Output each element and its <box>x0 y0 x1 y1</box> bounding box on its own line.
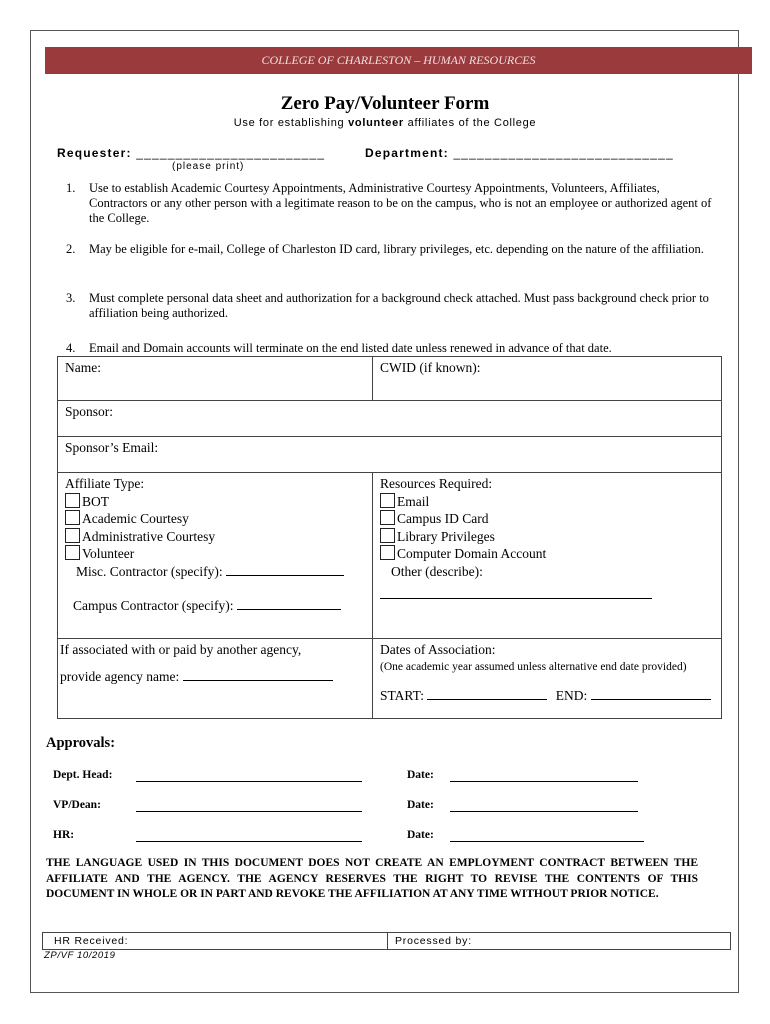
instruction-item: 1. Use to establish Academic Courtesy Appointments, Administrative Courtesy Appointments, Volunteers, Affiliates, Contractors or any other person with a legitimate reason to be on the campus, who is not an employee or authorized agent of the College. <box>66 181 712 225</box>
agency-cell[interactable] <box>58 639 373 719</box>
date-line[interactable] <box>450 829 644 842</box>
requester-label: Requester: <box>57 146 132 160</box>
misc-contractor-field[interactable]: Misc. Contractor (specify): <box>76 563 365 581</box>
date-line[interactable] <box>450 799 638 812</box>
approval-label: Dept. Head: <box>53 769 113 781</box>
resource-option-library[interactable]: Library Privileges <box>380 528 714 546</box>
date-line[interactable] <box>450 769 638 782</box>
agency-line1: If associated with or paid by another agency, <box>60 642 302 657</box>
dates-label: Dates of Association: <box>380 642 496 657</box>
checkbox[interactable] <box>380 545 395 560</box>
sponsor-label: Sponsor: <box>65 404 114 419</box>
approval-label: VP/Dean: <box>53 799 101 811</box>
department-blank: ____________________________ <box>453 146 674 160</box>
affiliate-type-cell <box>58 473 373 639</box>
dates-cell <box>373 639 722 719</box>
checkbox[interactable] <box>65 528 80 543</box>
requester-field[interactable] <box>57 146 325 160</box>
resource-option-domain[interactable]: Computer Domain Account <box>380 545 714 563</box>
affiliate-info-table <box>57 356 722 719</box>
agency-line2: provide agency name: <box>60 668 365 685</box>
department-label: Department: <box>365 146 449 160</box>
affiliate-type-label: Affiliate Type: <box>65 476 145 491</box>
checkbox[interactable] <box>65 493 80 508</box>
dates-note: (One academic year assumed unless alternative end date provided) <box>380 661 687 673</box>
affiliate-option-academic[interactable]: Academic Courtesy <box>65 510 365 528</box>
instruction-item: 3. Must complete personal data sheet and authorization for a background check attached. Must pass background check prior to affiliation being authorized. <box>66 291 709 320</box>
resources-cell <box>373 473 722 639</box>
affiliate-option-bot[interactable]: BOT <box>65 493 365 511</box>
campus-contractor-field[interactable]: Campus Contractor (specify): <box>73 597 365 615</box>
approvals-title: Approvals: <box>46 735 116 751</box>
footer-divider <box>387 933 388 949</box>
checkbox[interactable] <box>380 528 395 543</box>
checkbox[interactable] <box>380 493 395 508</box>
other-field[interactable]: Other (describe): <box>391 563 483 579</box>
checkbox[interactable] <box>380 510 395 525</box>
name-label: Name: <box>65 360 101 375</box>
office-use-box <box>42 932 731 950</box>
form-subtitle: Use for establishing volunteer affiliates of the College <box>233 117 537 129</box>
sponsor-email-label: Sponsor’s Email: <box>65 440 159 455</box>
approval-signature-line[interactable] <box>136 799 362 812</box>
approval-label: HR: <box>53 829 75 841</box>
name-cell[interactable] <box>58 357 373 401</box>
sponsor-cell[interactable] <box>58 401 722 437</box>
cwid-cell[interactable] <box>373 357 722 401</box>
form-code: ZP/VF 10/2019 <box>44 950 116 961</box>
other-blank[interactable] <box>380 586 714 604</box>
header-banner: COLLEGE OF CHARLESTON – HUMAN RESOURCES <box>45 47 752 74</box>
instruction-item: 2. May be eligible for e-mail, College of Charleston ID card, library privileges, etc. depending on the nature of the affiliation. <box>66 242 704 256</box>
date-label: Date: <box>407 829 434 841</box>
date-label: Date: <box>407 769 434 781</box>
approval-signature-line[interactable] <box>136 769 362 782</box>
hr-received-label: HR Received: <box>54 935 129 947</box>
instruction-item: 4. Email and Domain accounts will terminate on the end listed date unless renewed in advance of that date. <box>66 341 612 355</box>
sponsor-email-cell[interactable] <box>58 437 722 473</box>
disclaimer: THE LANGUAGE USED IN THIS DOCUMENT DOES NOT CREATE AN EMPLOYMENT CONTRACT BETWEEN THE AFFILIATE AND THE AGENCY. THE AGENCY RESERVES THE RIGHT TO REVISE THE CONTENTS OF THIS DOCUMENT IN WHOLE OR IN PART AND REVOKE THE AFFILIATION AT ANY TIME WITHOUT PRIOR NOTICE. <box>46 857 698 900</box>
please-print-note: (please print) <box>172 161 245 172</box>
cwid-label: CWID (if known): <box>380 360 481 375</box>
start-end-fields[interactable]: START: END: <box>380 687 714 704</box>
processed-by-label: Processed by: <box>395 935 472 947</box>
checkbox[interactable] <box>65 510 80 525</box>
checkbox[interactable] <box>65 545 80 560</box>
department-field[interactable] <box>365 146 674 160</box>
affiliate-option-volunteer[interactable]: Volunteer <box>65 545 365 563</box>
resource-option-email[interactable]: Email <box>380 493 714 511</box>
requester-blank: ________________________ <box>136 146 326 160</box>
approval-signature-line[interactable] <box>136 829 362 842</box>
affiliate-option-administrative[interactable]: Administrative Courtesy <box>65 528 365 546</box>
form-title: Zero Pay/Volunteer Form <box>280 93 490 114</box>
date-label: Date: <box>407 799 434 811</box>
resources-label: Resources Required: <box>380 476 493 491</box>
resource-option-id-card[interactable]: Campus ID Card <box>380 510 714 528</box>
